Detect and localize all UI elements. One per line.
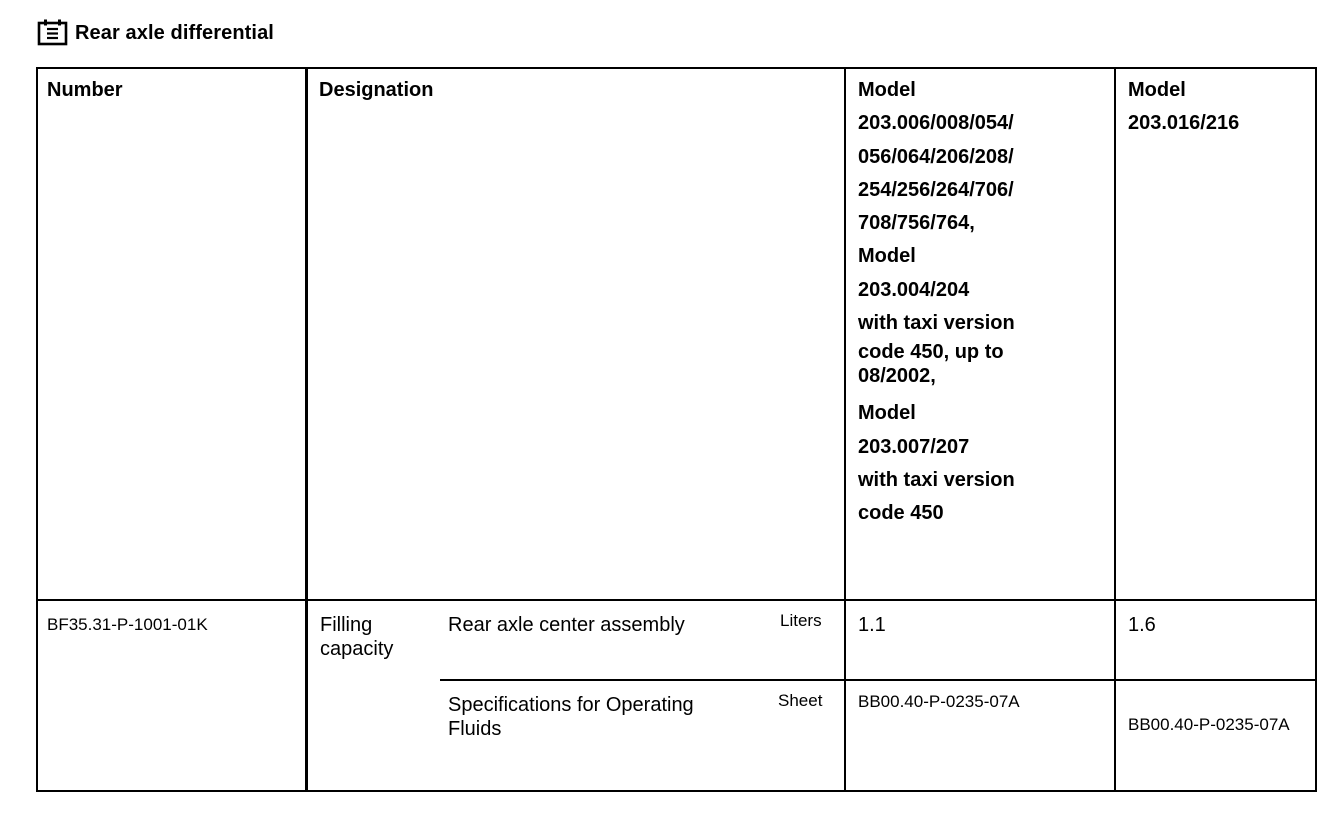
header-model-col1-line: with taxi version xyxy=(858,312,1015,335)
header-model-col2 xyxy=(1128,74,1308,141)
item-value-col2: BB00.40-P-0235-07A xyxy=(1128,715,1290,734)
column-divider xyxy=(844,69,846,790)
header-model-col2-line: 203.016/216 xyxy=(1128,112,1240,135)
page-title-row xyxy=(37,18,274,48)
header-model-col1-line: 056/064/206/208/ xyxy=(858,145,1014,168)
header-number: Number xyxy=(47,79,123,101)
item-value-col2: 1.6 xyxy=(1128,614,1156,636)
row-divider xyxy=(38,599,1315,601)
header-model-col1-line: Model xyxy=(858,245,916,268)
header-model-col1-line: 254/256/264/706/ xyxy=(858,178,1014,201)
page-title: Rear axle differential xyxy=(75,21,274,44)
column-divider xyxy=(1114,69,1116,790)
header-model-col1-line: 203.004/204 xyxy=(858,278,970,301)
item-designation: Specifications for Operating Fluids xyxy=(448,694,694,740)
item-designation: Rear axle center assembly xyxy=(448,614,685,636)
header-model-col1-line: 203.007/207 xyxy=(858,435,970,458)
header-model-col2-line: Model xyxy=(1128,79,1186,101)
header-model-col1-line: code 450 xyxy=(858,502,944,525)
header-model-col1-line: code 450, up to 08/2002, xyxy=(858,341,1004,388)
header-model-col1-line: Model xyxy=(858,402,916,425)
row-divider xyxy=(440,679,1315,681)
document-list-icon xyxy=(37,19,69,47)
header-designation: Designation xyxy=(319,79,434,101)
header-model-col1 xyxy=(858,74,1098,531)
header-model-col1-line: with taxi version xyxy=(858,468,1015,491)
row-number: BF35.31-P-1001-01K xyxy=(47,615,208,634)
column-divider xyxy=(305,69,308,790)
header-model-col1-line: 708/756/764, xyxy=(858,212,975,235)
header-model-col1-line: 203.006/008/054/ xyxy=(858,112,1014,135)
data-table xyxy=(36,67,1317,792)
item-value-col1: 1.1 xyxy=(858,614,886,636)
item-unit: Sheet xyxy=(778,691,823,710)
row-designation-group: Filling capacity xyxy=(320,614,394,660)
item-value-col1: BB00.40-P-0235-07A xyxy=(858,692,1020,711)
header-model-col1-line: Model xyxy=(858,79,916,101)
item-unit: Liters xyxy=(780,611,822,630)
